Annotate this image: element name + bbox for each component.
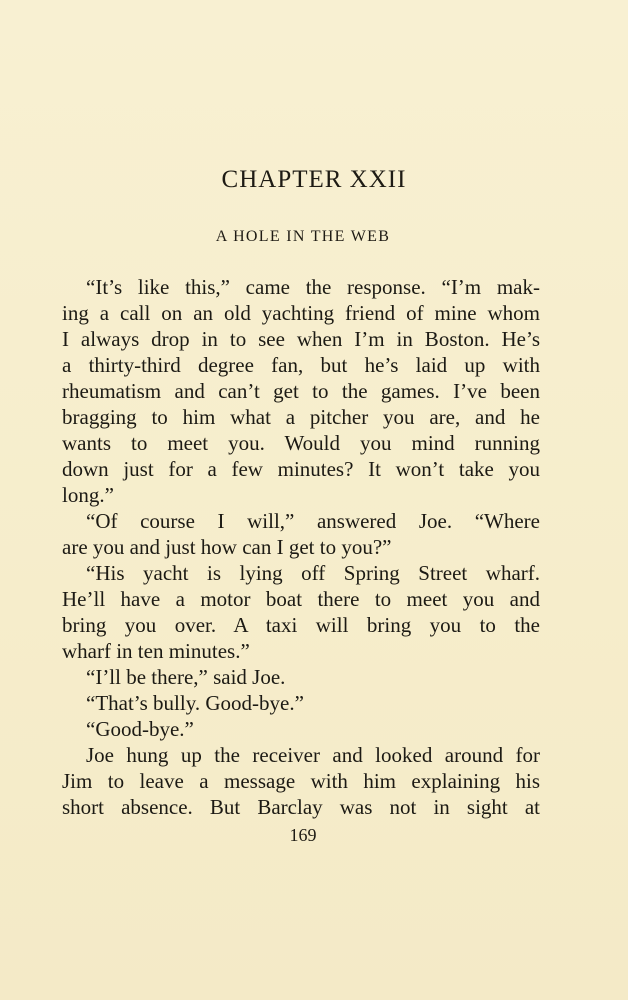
text-line: short absence. But Barclay was not in sight at	[62, 795, 540, 819]
text-line: Jim to leave a message with him explaining his	[62, 769, 540, 793]
text-line: wharf in ten minutes.”	[62, 639, 250, 663]
text-line: a thirty-third degree fan, but he’s laid up with	[62, 353, 540, 377]
text-line: rheumatism and can’t get to the games. I’ve been	[62, 379, 540, 403]
text-line: bragging to him what a pitcher you are, and he	[62, 405, 540, 429]
text-line: “Of course I will,” answered Joe. “Where	[86, 509, 540, 533]
text-line: “Good-bye.”	[86, 717, 194, 741]
chapter-title: CHAPTER XXII	[221, 166, 407, 193]
text-line: are you and just how can I get to you?”	[62, 535, 392, 559]
text-line: Joe hung up the receiver and looked around for	[86, 743, 540, 767]
chapter-subtitle: A HOLE IN THE WEB	[215, 228, 391, 245]
text-line: “It’s like this,” came the response. “I’m mak-	[86, 275, 540, 299]
body-text	[62, 274, 540, 820]
text-line: “I’ll be there,” said Joe.	[86, 665, 286, 689]
text-line: ing a call on an old yachting friend of mine whom	[62, 301, 540, 325]
text-line: long.”	[62, 483, 114, 507]
text-line: bring you over. A taxi will bring you to the	[62, 613, 540, 637]
text-line: He’ll have a motor boat there to meet you and	[62, 587, 540, 611]
text-line: down just for a few minutes? It won’t take you	[62, 457, 540, 481]
text-line: “That’s bully. Good-bye.”	[86, 691, 304, 715]
page-number: 169	[289, 825, 317, 845]
text-line: “His yacht is lying off Spring Street wharf.	[86, 561, 540, 585]
text-line: I always drop in to see when I’m in Boston. He’s	[62, 327, 540, 351]
text-line: wants to meet you. Would you mind running	[62, 431, 540, 455]
